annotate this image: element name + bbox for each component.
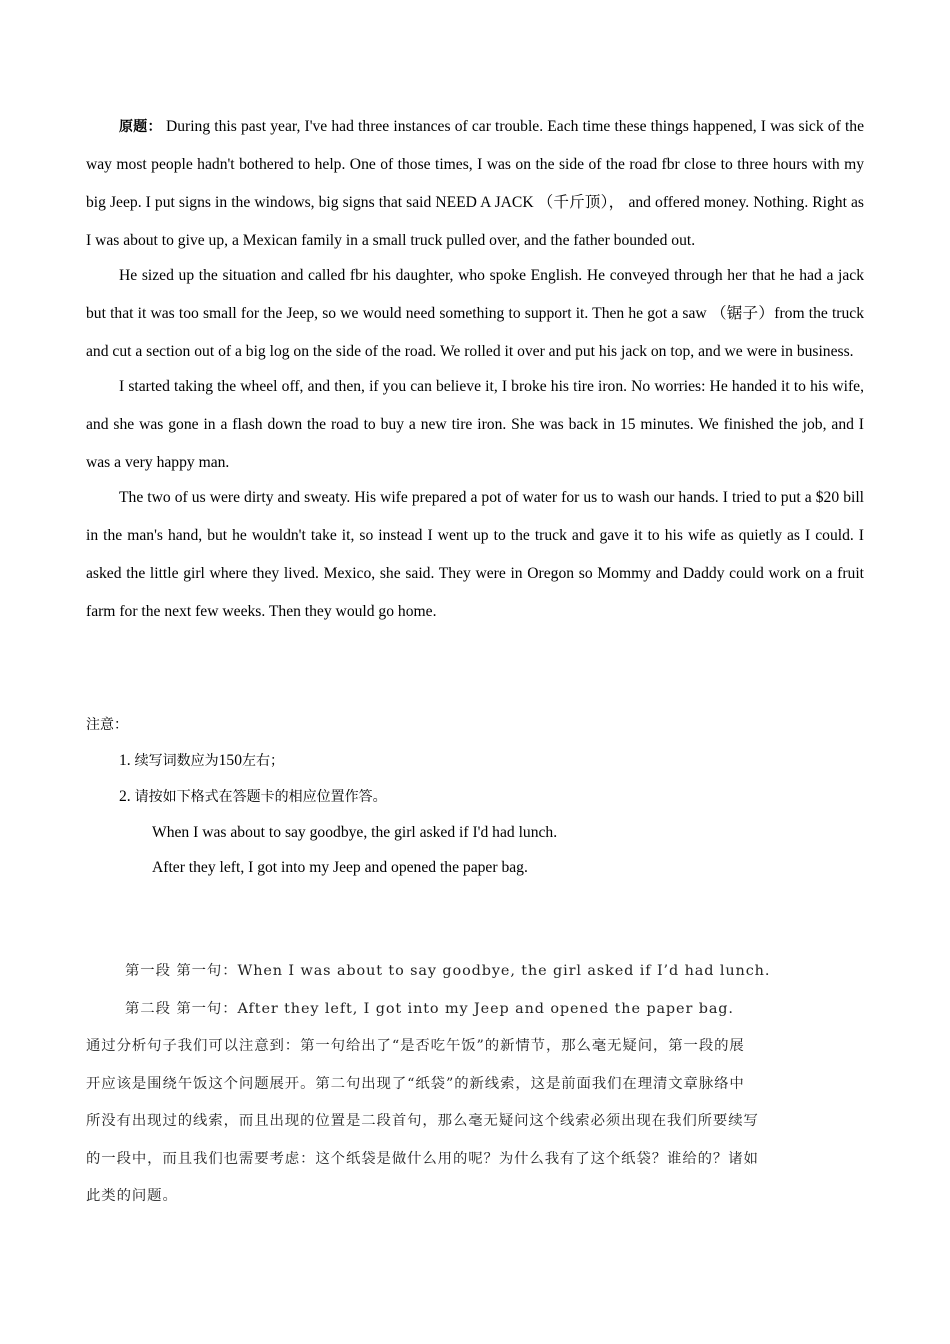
item-1-text: 续写词数应为	[134, 753, 219, 769]
opening-sentence-1: When I was about to say goodbye, the girl asked if I'd had lunch.	[152, 824, 558, 841]
original-label: 原题：	[119, 119, 162, 135]
instruction-item-1	[86, 743, 864, 779]
instructions	[86, 708, 864, 885]
analysis-line-1: 第一段 第一句：When I was about to say goodbye, the girl asked if I’d had lunch.	[125, 963, 771, 979]
item-1-tail: 左右；	[241, 753, 284, 769]
analysis-paragraph	[86, 1028, 864, 1216]
story-passage	[86, 108, 864, 631]
story-paragraph-3: I started taking the wheel off, and then, if you can believe it, I broke his tire iron. No worries: He handed it to his wife, and she was gone in a flash down the road to buy a new tire iron. She was back in 15 minutes. We finished the job, and I was a very happy man.	[86, 378, 864, 471]
item-1-count: 150	[218, 752, 242, 769]
instructions-heading: 注意：	[86, 717, 128, 733]
opening-sentence-2: After they left, I got into my Jeep and opened the paper bag.	[152, 859, 528, 876]
item-1-number: 1.	[119, 752, 135, 769]
story-paragraph-2: He sized up the situation and called fbr his daughter, who spoke English. He conveyed through her that he had a jack but that it was too small for the Jeep, so we would need something to support it. Then he got a saw （锯子）from the truck and cut a section out of a big log on the side of the road. We rolled it over and put his jack on top, and we were in business.	[86, 267, 864, 360]
analysis-row: 开应该是围绕午饭这个问题展开。第二句出现了“纸袋”的新线索，这是前面我们在理清文章脉络中	[86, 1075, 745, 1092]
analysis-row: 此类的问题。	[86, 1188, 178, 1204]
item-2-number: 2.	[119, 788, 135, 805]
story-paragraph-4: The two of us were dirty and sweaty. His wife prepared a pot of water for us to wash our hands. I tried to put a $20 bill in the man's hand, but he wouldn't take it, so instead I went up to the truck and gave it to his wife as quietly as I could. I asked the little girl where they lived. Mexico, she said. They were in Oregon so Mommy and Daddy could work on a fruit farm for the next few weeks. Then they would go home.	[86, 489, 864, 620]
instruction-item-2	[86, 779, 864, 815]
item-2-text: 请按如下格式在答题卡的相应位置作答。	[134, 789, 387, 805]
analysis-line-2: 第二段 第一句：After they left, I got into my Jeep and opened the paper bag.	[125, 1000, 734, 1017]
analysis-row: 所没有出现过的线索，而且出现的位置是二段首句，那么毫无疑问这个线索必须出现在我们所要续写	[86, 1113, 759, 1129]
story-paragraph-1-text: During this past year, I've had three instances of car trouble. Each time these things happened, I was sick of the way most people hadn't bothered to help. One of those times, I was on the side of the road fbr close to three hours with my big Jeep. I put signs in the windows, big signs that said NEED A JACK （千斤顶）， and offered money. Nothing. Right as I was about to give up, a Mexican family in a small truck pulled over, and the father bounded out.	[86, 118, 864, 249]
analysis-row: 的一段中，而且我们也需要考虑：这个纸袋是做什么用的呢？为什么我有了这个纸袋？谁给的？诸如	[86, 1150, 759, 1167]
analysis-row: 通过分析句子我们可以注意到：第一句给出了“是否吃午饭”的新情节，那么毫无疑问，第一段的展	[86, 1038, 745, 1054]
analysis-section	[86, 953, 864, 1216]
story-paragraph-1	[86, 108, 864, 260]
